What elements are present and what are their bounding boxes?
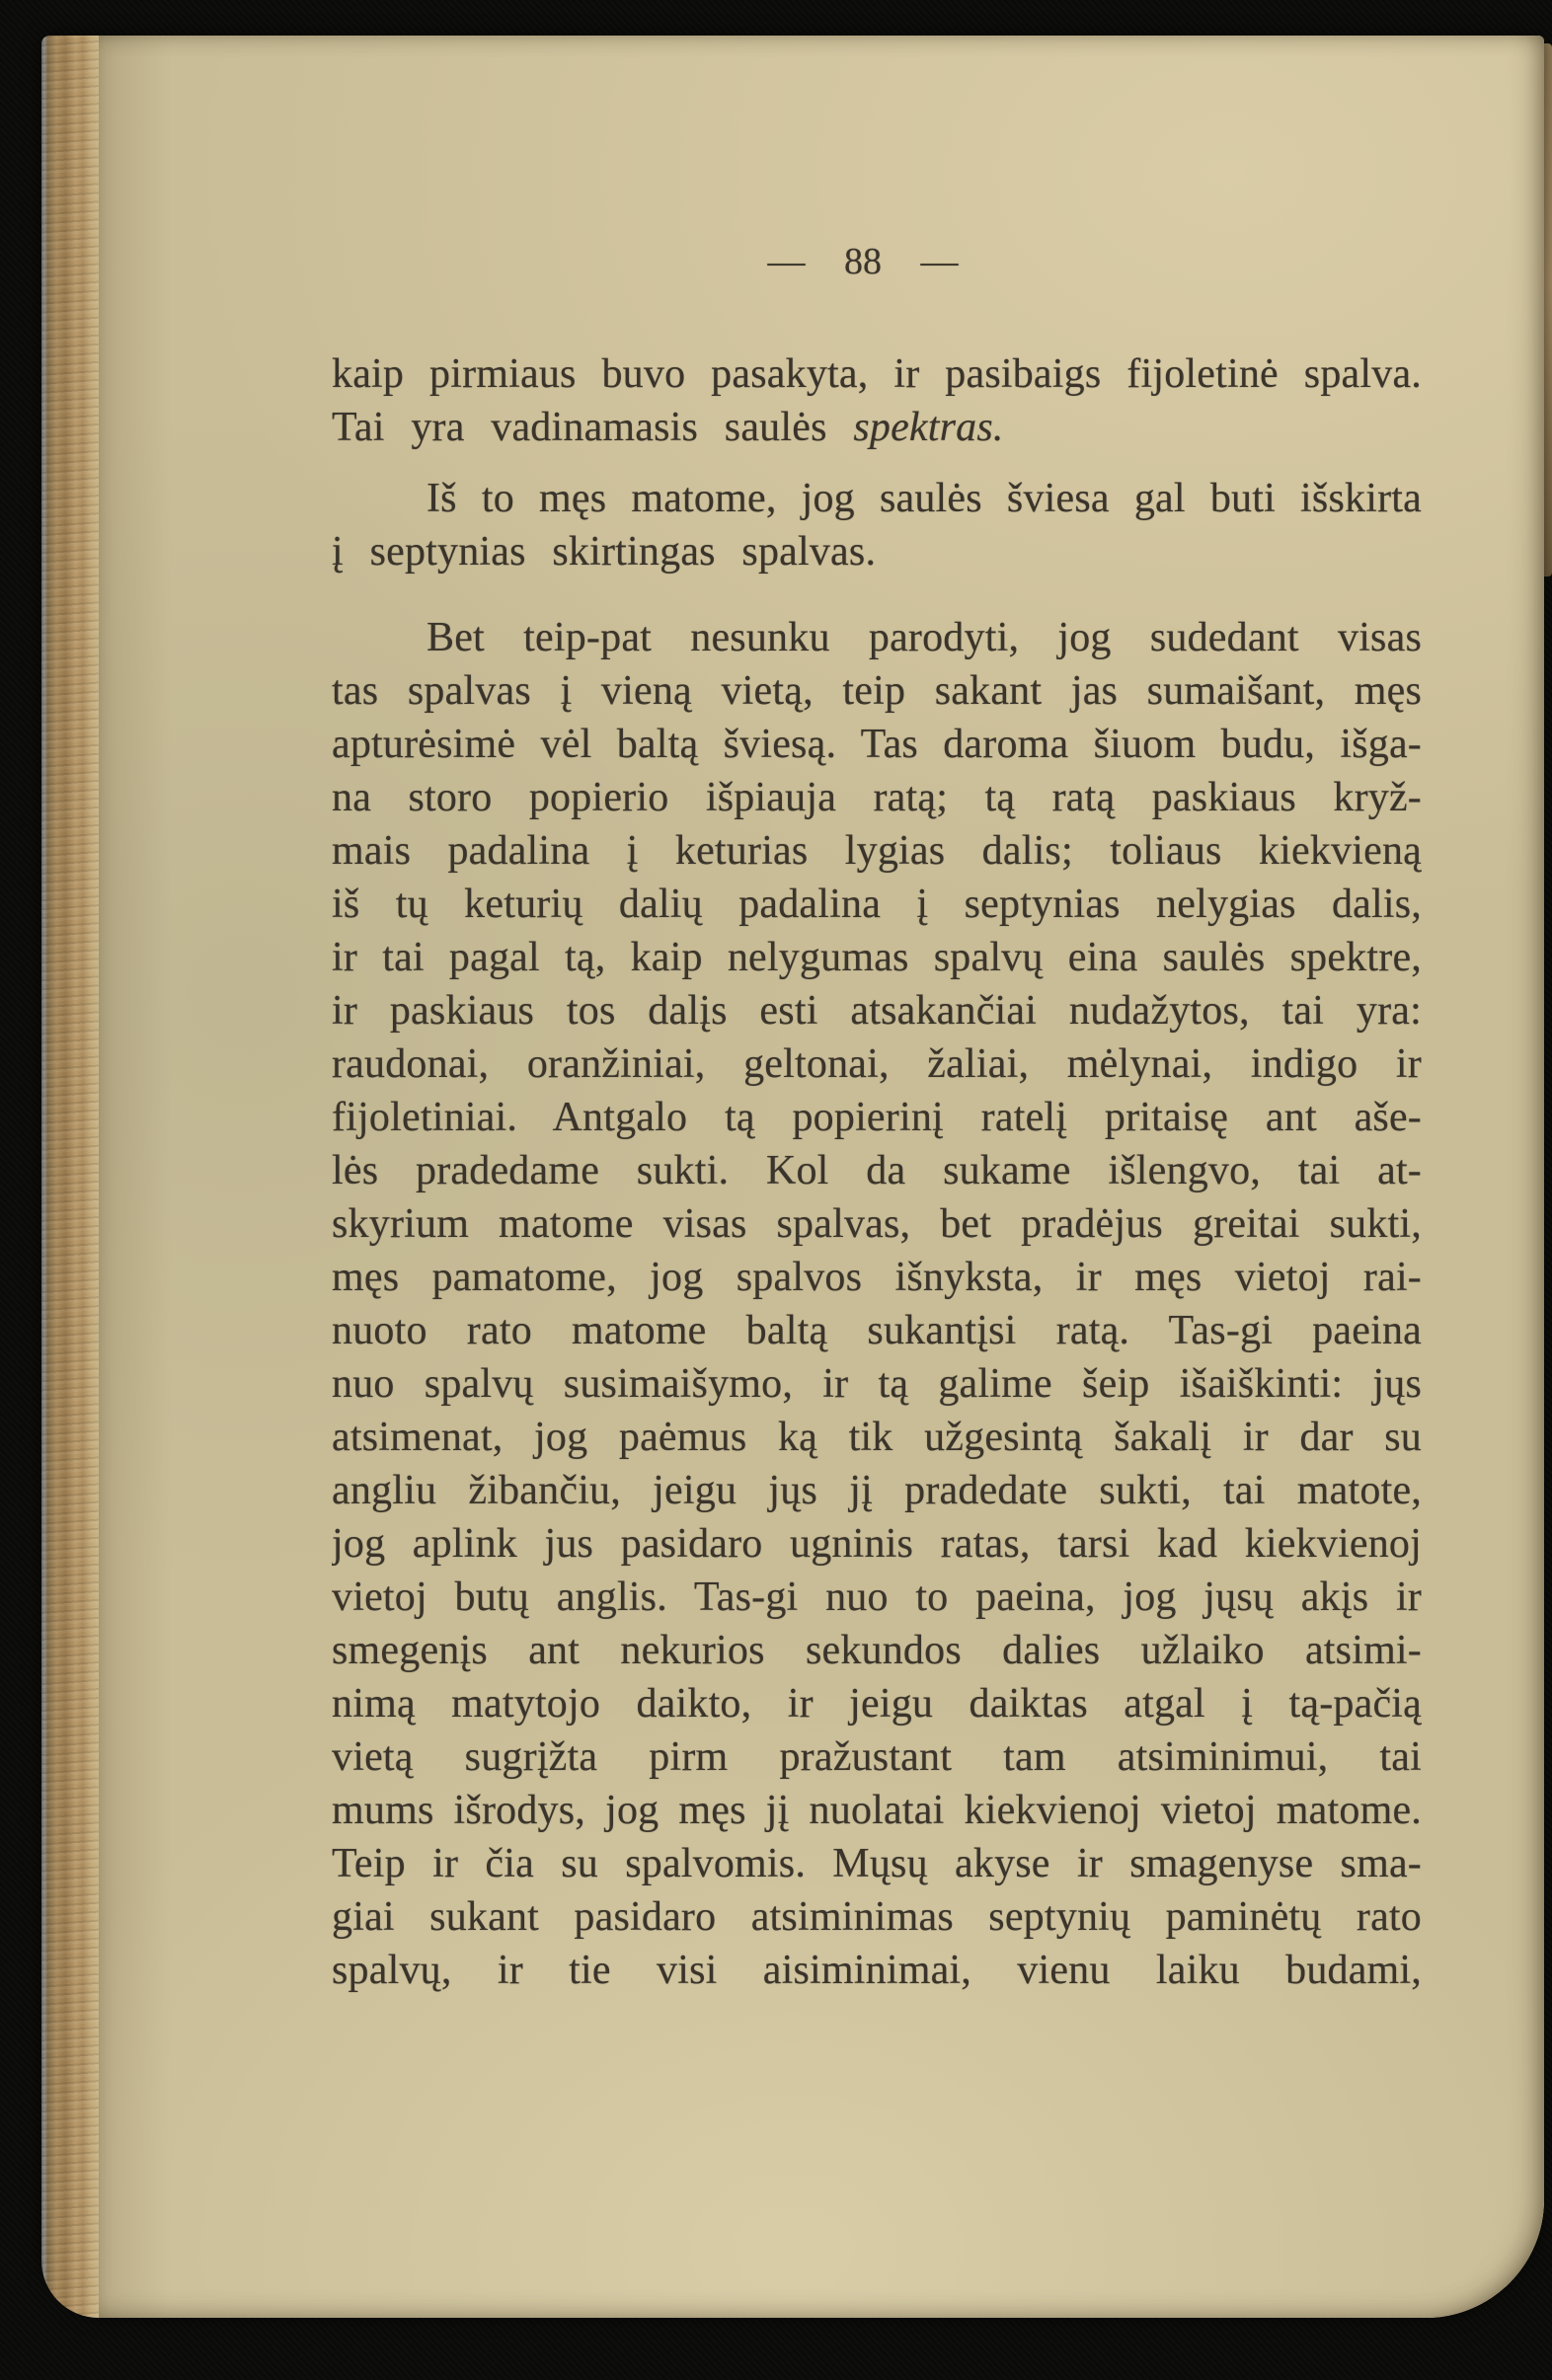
text-line: ir tai pagal tą, kaip nelygumas spalvų eina saulės spektre,: [332, 935, 1422, 980]
text-line: nuoto rato matome baltą sukantįsi ratą. Tas-gi paeina: [332, 1308, 1422, 1353]
text-line: mais padalina į keturias lygias dalis; toliaus kiekvieną: [332, 828, 1422, 874]
text-line: Teip ir čia su spalvomis. Mųsų akyse ir smagenyse sma-: [332, 1841, 1422, 1886]
text-line: apturėsimė vėl baltą šviesą. Tas daroma šiuom budu, išga-: [332, 722, 1422, 767]
text-line: giai sukant pasidaro atsiminimas septynių paminėtų rato: [332, 1894, 1422, 1940]
text-line: angliu žibančiu, jeigu jųs jį pradedate sukti, tai matote,: [332, 1468, 1422, 1513]
text-line: atsimenat, jog paėmus ką tik užgesintą šakalį ir dar su: [332, 1415, 1422, 1460]
text-line: Tai yra vadinamasis saulės spektras.: [332, 405, 1004, 450]
text-line: męs pamatome, jog spalvos išnyksta, ir męs vietoj rai-: [332, 1255, 1422, 1300]
book-fore-edge: [41, 36, 99, 2318]
text-line: vietoj butų anglis. Tas-gi nuo to paeina, jog jųsų akįs ir: [332, 1574, 1422, 1620]
text-line: nimą matytojo daikto, ir jeigu daiktas atgal į tą-pačią: [332, 1681, 1422, 1727]
page-number: — 88 —: [767, 241, 959, 282]
text-line: iš tų keturių dalių padalina į septynias nelygias dalis,: [332, 882, 1422, 927]
text-line: jog aplink jus pasidaro ugninis ratas, tarsi kad kiekvienoj: [332, 1521, 1422, 1567]
text-block: [332, 347, 1422, 1997]
text-line: lės pradedame sukti. Kol da sukame išlengvo, tai at-: [332, 1148, 1422, 1193]
text-line: Bet teip-pat nesunku parodyti, jog sudedant visas: [427, 615, 1422, 660]
text-line: vietą sugrįžta pirm pražustant tam atsiminimui, tai: [332, 1734, 1422, 1780]
text-line: Iš to męs matome, jog saulės šviesa gal buti išskirta: [427, 476, 1422, 521]
text-line: nuo spalvų susimaišymo, ir tą galime šeip išaiškinti: jųs: [332, 1361, 1422, 1407]
text-line: fijoletiniai. Antgalo tą popierinį ratelį pritaisę ant aše-: [332, 1095, 1422, 1140]
text-line: mums išrodys, jog męs jį nuolatai kiekvienoj vietoj matome.: [332, 1788, 1422, 1833]
text-line: kaip pirmiaus buvo pasakyta, ir pasibaigs fijoletinė spalva.: [332, 351, 1422, 397]
text-line: na storo popierio išpiauja ratą; tą ratą paskiaus kryž-: [332, 775, 1422, 820]
paragraph: [332, 347, 1422, 454]
paragraph: [332, 611, 1422, 1997]
book-page: [41, 36, 1544, 2318]
paragraph: [332, 472, 1422, 578]
text-line: skyrium matome visas spalvas, bet pradėjus greitai sukti,: [332, 1201, 1422, 1247]
text-line: tas spalvas į vieną vietą, teip sakant jas sumaišant, męs: [332, 668, 1422, 714]
text-line: ir paskiaus tos dalįs esti atsakančiai nudažytos, tai yra:: [332, 988, 1422, 1034]
text-line: raudonai, oranžiniai, geltonai, žaliai, mėlynai, indigo ir: [332, 1041, 1422, 1087]
text-line: spalvų, ir tie visi aisiminimai, vienu laiku budami,: [332, 1948, 1422, 1993]
text-line: į septynias skirtingas spalvas.: [332, 529, 877, 575]
text-line: smegenįs ant nekurios sekundos dalies užlaiko atsimi-: [332, 1628, 1422, 1673]
